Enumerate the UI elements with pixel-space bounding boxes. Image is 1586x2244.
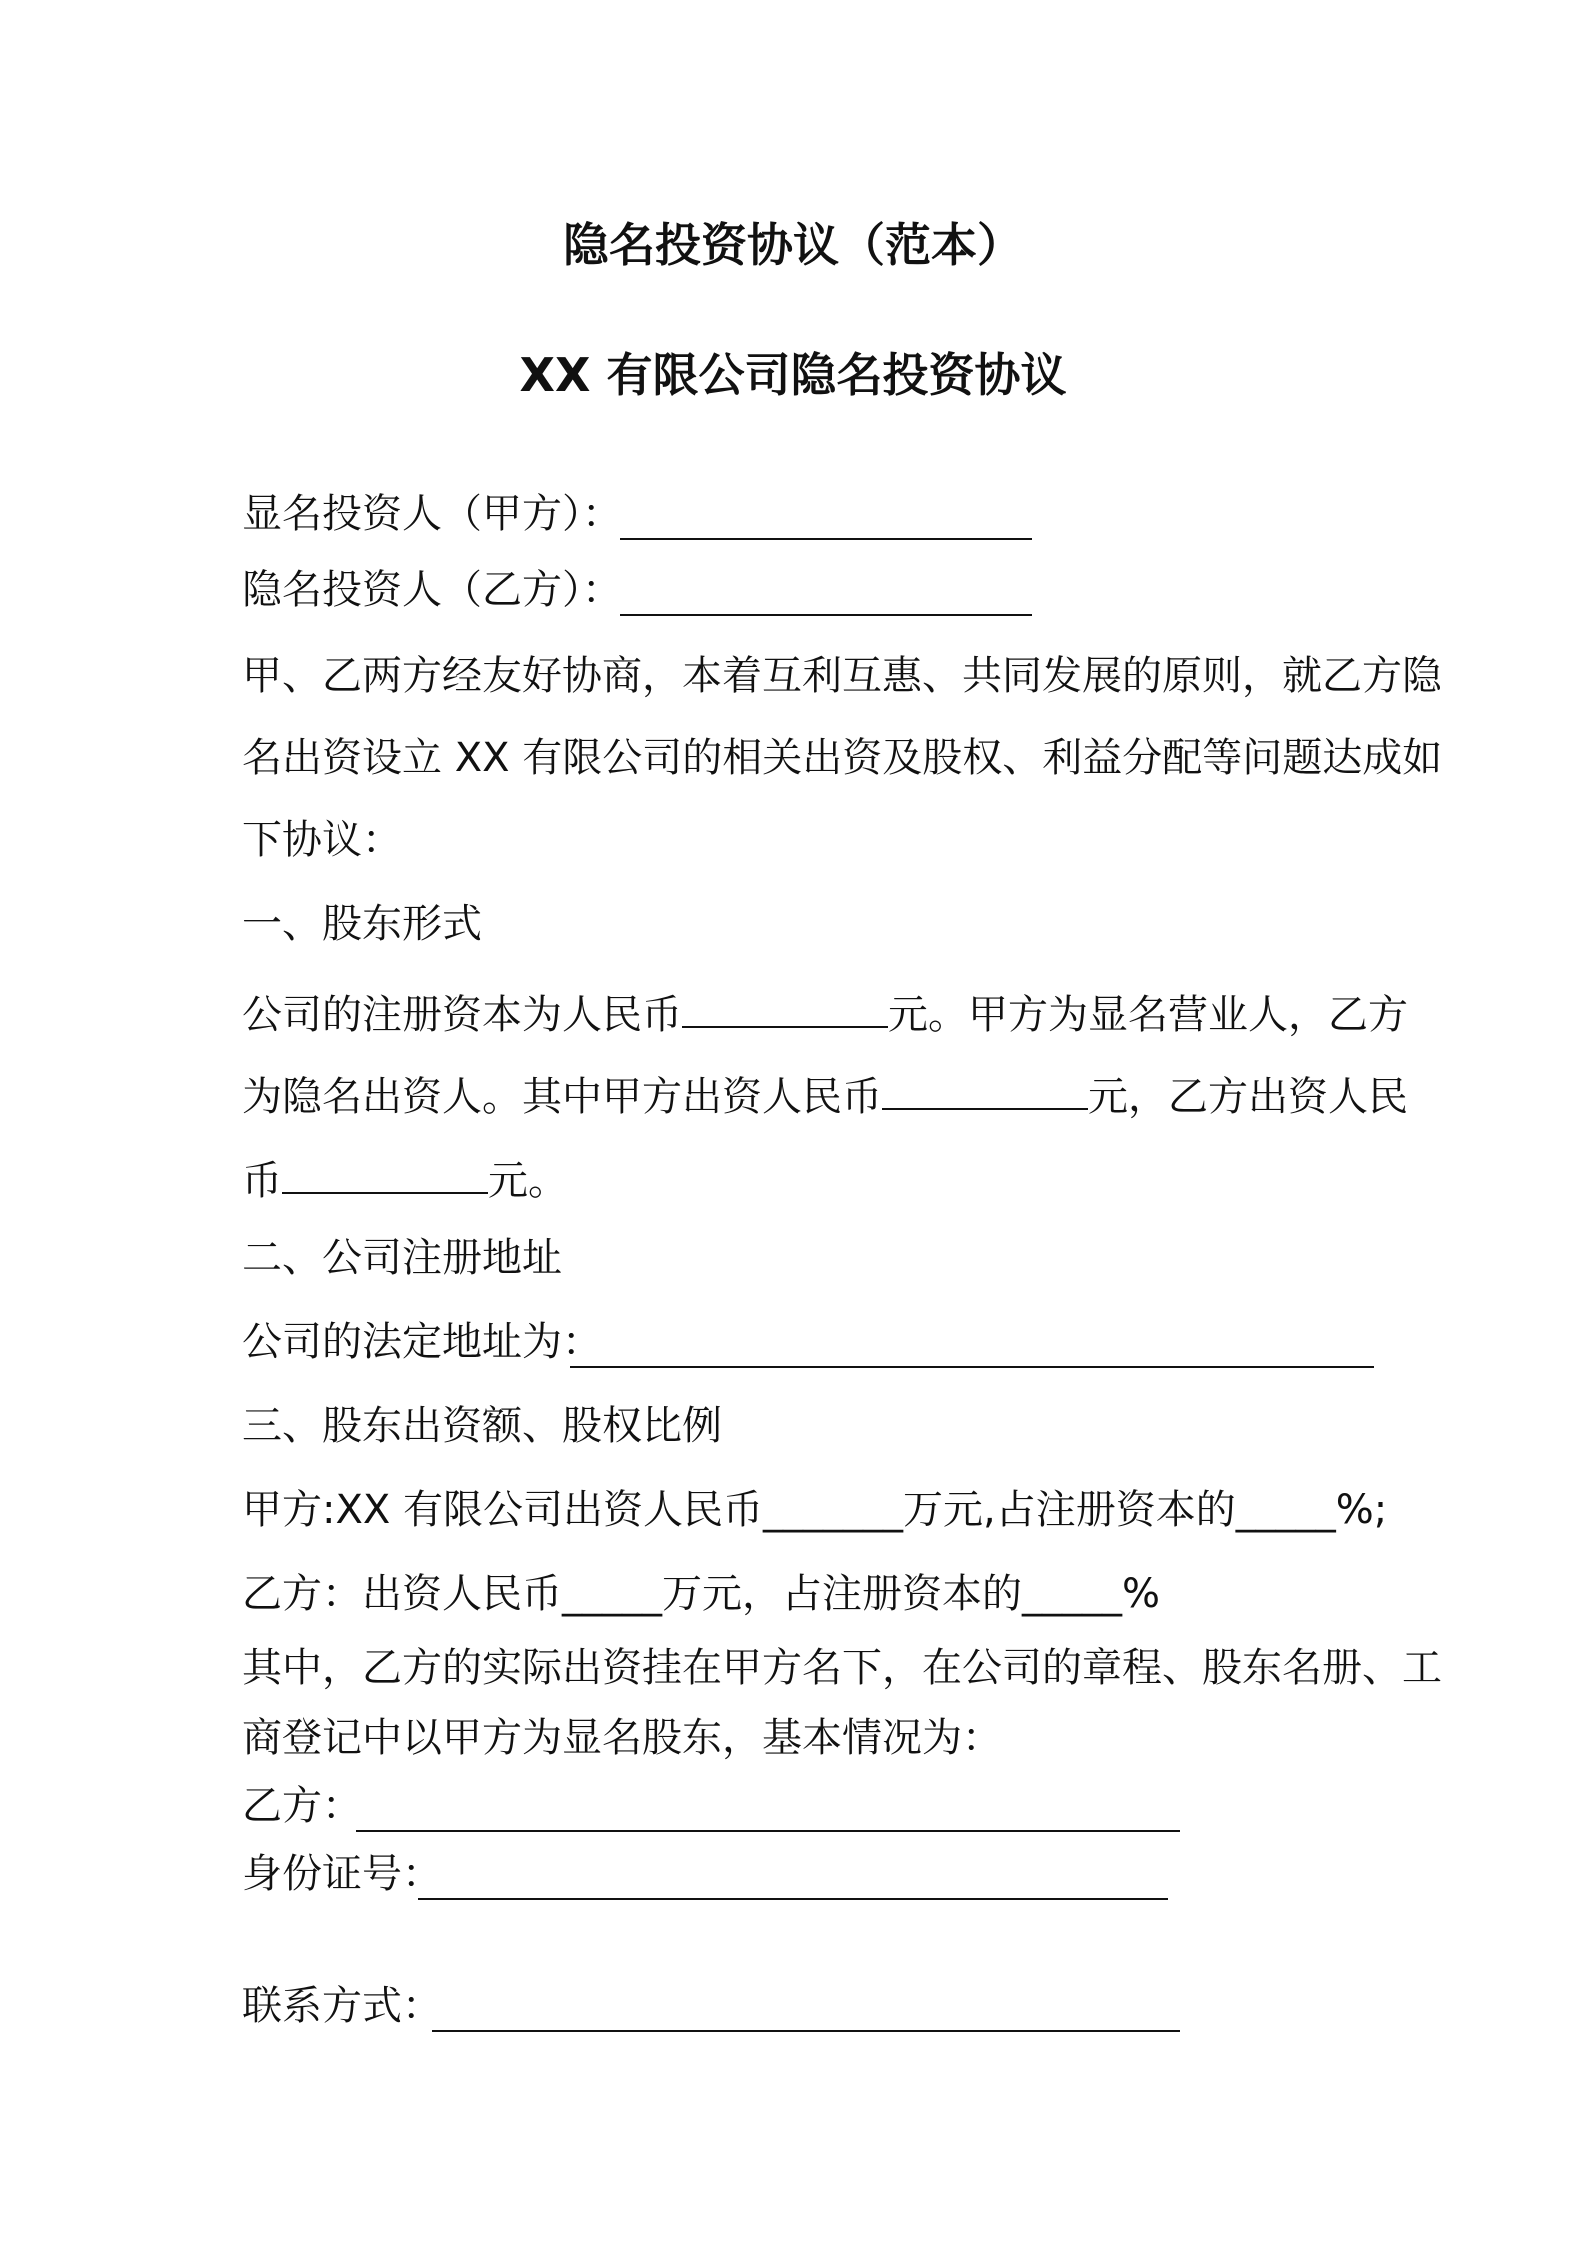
document-subtitle: XX 有限公司隐名投资协议 <box>519 348 1067 402</box>
capital-line-3-start: 币 <box>242 1158 282 1204</box>
preamble-line-2: 名出资设立 XX 有限公司的相关出资及股权、利益分配等问题达成如 <box>242 735 1443 781</box>
capital-line-1-start: 公司的注册资本为人民币 <box>242 992 682 1038</box>
capital-line-1 <box>242 990 1408 1038</box>
party-b-field-label: 乙方： <box>242 1783 362 1829</box>
section-3-heading: 三、股东出资额、股权比例 <box>242 1403 722 1449</box>
capital-line-1-end: 元。甲方为显名营业人，乙方 <box>888 992 1408 1038</box>
capital-line-2-end: 元，乙方出资人民 <box>1088 1074 1408 1120</box>
note-line-2: 商登记中以甲方为显名股东，基本情况为： <box>242 1715 1002 1761</box>
party-a-contribution-field[interactable] <box>882 1072 1088 1110</box>
party-b-label: 隐名投资人（乙方）： <box>242 567 622 613</box>
preamble-line-1: 甲、乙两方经友好协商，本着互利互惠、共同发展的原则，就乙方隐 <box>242 653 1442 699</box>
id-number-label: 身份证号： <box>242 1851 442 1897</box>
section-1-heading: 一、股东形式 <box>242 901 482 947</box>
id-number-field[interactable] <box>418 1898 1168 1900</box>
registered-capital-field[interactable] <box>682 990 888 1028</box>
capital-line-2-start: 为隐名出资人。其中甲方出资人民币 <box>242 1074 882 1120</box>
section-2-heading: 二、公司注册地址 <box>242 1235 562 1281</box>
capital-line-3-end: 元。 <box>488 1158 568 1204</box>
contact-label: 联系方式： <box>242 1983 442 2029</box>
party-a-share-line: 甲方:XX 有限公司出资人民币_______万元,占注册资本的_____%; <box>242 1487 1388 1533</box>
party-b-share-line: 乙方：出资人民币_____万元，占注册资本的_____% <box>242 1571 1161 1617</box>
preamble-line-3: 下协议： <box>242 817 402 863</box>
legal-address-field[interactable] <box>570 1366 1374 1368</box>
note-line-1: 其中，乙方的实际出资挂在甲方名下，在公司的章程、股东名册、工 <box>242 1645 1442 1691</box>
capital-line-2 <box>242 1072 1408 1120</box>
party-a-label: 显名投资人（甲方）： <box>242 491 622 537</box>
capital-line-3 <box>242 1156 568 1204</box>
document-title: 隐名投资协议（范本） <box>563 218 1023 272</box>
address-label: 公司的法定地址为： <box>242 1319 602 1365</box>
party-b-contribution-field[interactable] <box>282 1156 488 1194</box>
party-a-name-field[interactable] <box>620 538 1032 540</box>
party-b-name-field[interactable] <box>620 614 1032 616</box>
party-b-field[interactable] <box>356 1830 1180 1832</box>
contact-field[interactable] <box>432 2030 1180 2032</box>
